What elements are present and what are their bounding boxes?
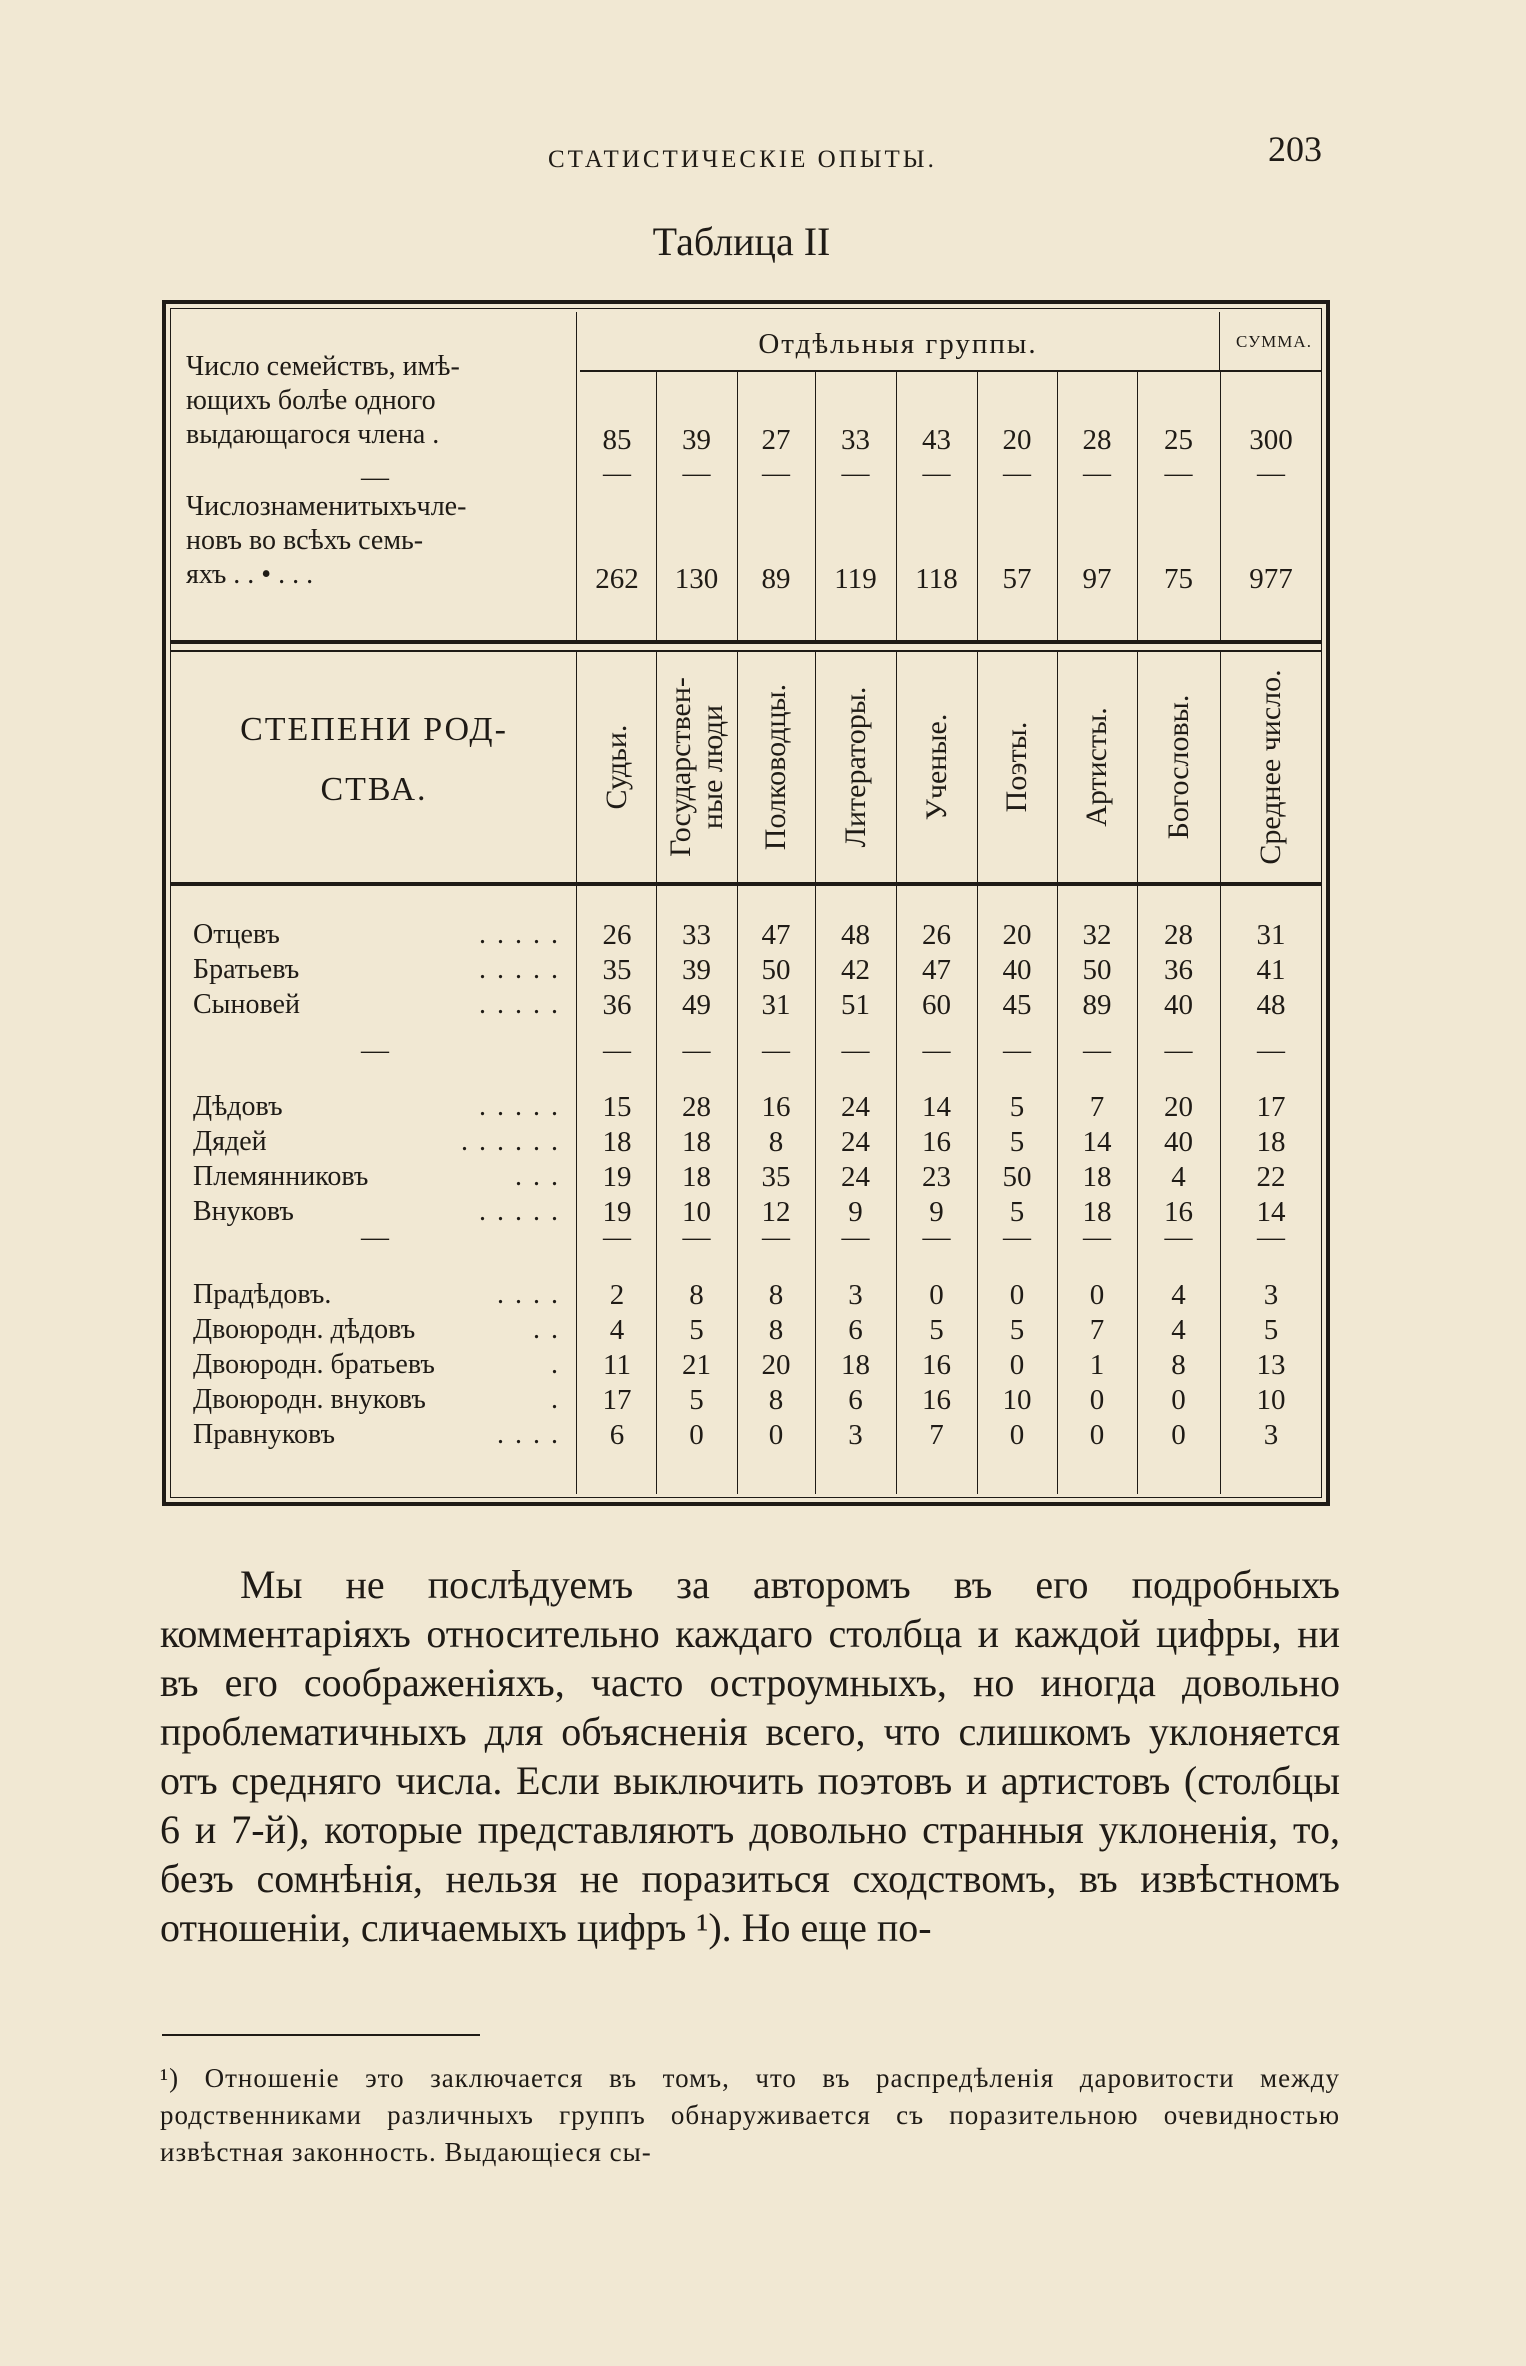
table-cell: 32 (1082, 919, 1112, 951)
table-cell: 0 (768, 1419, 784, 1451)
table-cell: 8 (768, 1126, 784, 1158)
table-cell: 0 (1171, 1384, 1186, 1416)
table-cell: 5 (689, 1384, 704, 1416)
row-label-dots: . . . . . (479, 1196, 560, 1227)
column-header-line: Ученые. (919, 713, 953, 821)
families-count: 300 (1249, 424, 1293, 456)
table-cell: 48 (841, 919, 870, 951)
row-label-dots: . . . . . (479, 1091, 560, 1122)
table-cell: 89 (1082, 989, 1112, 1021)
table-cell: 45 (1002, 989, 1032, 1021)
degree-header-line: СТЕПЕНИ РОД- (240, 711, 508, 748)
row-separator: — (1083, 1035, 1111, 1066)
column-header-line: Среднее число. (1254, 669, 1287, 865)
table-cell: 0 (1171, 1419, 1186, 1451)
row-label: Племянниковъ (193, 1161, 369, 1192)
col-divider (737, 372, 738, 642)
table-cell: 8 (768, 1384, 784, 1416)
row-label-dots: . (551, 1384, 560, 1415)
table-cell: 36 (602, 989, 632, 1021)
table-cell: 26 (922, 919, 951, 951)
table-cell: 2 (609, 1279, 625, 1311)
table-cell: 14 (922, 1091, 951, 1123)
column-header-line: Судьи. (600, 724, 633, 810)
col-divider (1137, 372, 1138, 642)
table-cell: 0 (1089, 1279, 1105, 1311)
col-divider-label (576, 312, 577, 642)
members-count: 130 (674, 563, 719, 595)
footnote: ¹) Отношеніе это заключается въ томъ, что въ распредѣленія даровитости между родственниками различныхъ группъ обнаруживается съ поразительною очевидностью извѣстная законность. Выдающіеся сы- (160, 2063, 1340, 2167)
table-cell: 50 (1002, 1161, 1032, 1193)
table-cell: 18 (1256, 1126, 1286, 1158)
table-cell: 16 (922, 1384, 951, 1416)
column-header-text (919, 713, 953, 821)
families-label-line: выдающагося члена . (186, 419, 440, 450)
row-label-dots: . . . . . (479, 919, 560, 950)
row-label: Правнуковъ (193, 1419, 336, 1450)
column-header (977, 654, 1057, 880)
table-cell: 20 (1002, 919, 1032, 951)
members-count: 262 (595, 563, 639, 595)
row-separator: — (1257, 1222, 1285, 1253)
members-count: 75 (1164, 563, 1193, 595)
row-label-dots: . . . . . (479, 989, 560, 1020)
table-cell: 9 (929, 1196, 944, 1228)
col-divider (977, 372, 978, 642)
body-paragraph (160, 1560, 1340, 1952)
column-header (815, 654, 896, 880)
table-cell: 16 (922, 1349, 951, 1381)
column-header-text (1161, 694, 1195, 840)
table-cell: 6 (848, 1384, 863, 1416)
row-separator: — (841, 1222, 870, 1253)
column-header-line: Литераторы. (838, 686, 872, 848)
label-separator: — (361, 462, 389, 493)
row-label: Дѣдовъ (193, 1091, 283, 1122)
table-cell: 15 (602, 1091, 632, 1123)
table-cell: 47 (922, 954, 951, 986)
table-cell: 24 (841, 1126, 870, 1158)
table-cell: 5 (1009, 1196, 1025, 1228)
row-separator: — (682, 1222, 711, 1253)
table-cell: 21 (682, 1349, 711, 1381)
table-cell: 31 (1256, 919, 1286, 951)
table-cell: 4 (1171, 1161, 1186, 1193)
families-label-line: ющихъ болѣе одного (186, 385, 436, 416)
table-cell: 7 (1089, 1091, 1105, 1123)
count-separator: — (682, 458, 711, 489)
running-head-title: СТАТИСТИЧЕСКІЕ ОПЫТЫ. (548, 146, 937, 173)
count-separator: — (1257, 458, 1285, 489)
column-header (896, 654, 977, 880)
degree-header (184, 700, 564, 820)
column-header-line: Богословы. (1161, 694, 1195, 840)
table-cell: 17 (602, 1384, 632, 1416)
row-separator: — (682, 1035, 711, 1066)
column-header-line: Артисты. (1080, 707, 1113, 827)
table-cell: 1 (1089, 1349, 1105, 1381)
table-cell: 50 (1082, 954, 1112, 986)
row-label: Дядей (193, 1126, 267, 1157)
table-cell: 28 (682, 1091, 711, 1123)
row-separator: — (922, 1222, 951, 1253)
table-cell: 10 (1002, 1384, 1032, 1416)
table-cell: 5 (1009, 1314, 1025, 1346)
col-divider (1220, 372, 1221, 642)
table-cell: 16 (1164, 1196, 1193, 1228)
row-separator: — (361, 1035, 389, 1066)
row-label-dots: . . . . (497, 1279, 560, 1310)
count-separator: — (1164, 458, 1193, 489)
members-count: 118 (915, 563, 958, 595)
table-cell: 0 (1009, 1279, 1025, 1311)
table-cell: 31 (761, 989, 791, 1021)
groups-header: Отдѣльныя группы. (758, 328, 1038, 360)
table-cell: 14 (1082, 1126, 1112, 1158)
row-separator: — (1003, 1222, 1031, 1253)
row-label-dots: . . . . (497, 1419, 560, 1450)
members-count: 89 (761, 563, 791, 595)
row-separator: — (841, 1035, 870, 1066)
table-cell: 5 (1009, 1126, 1025, 1158)
table-cell: 4 (609, 1314, 625, 1346)
column-header (1220, 654, 1322, 880)
members-count: 57 (1002, 563, 1032, 595)
table-cell: 42 (841, 954, 870, 986)
column-header-line: Поэты. (1000, 721, 1033, 813)
table-cell: 8 (768, 1314, 784, 1346)
row-separator: — (1083, 1222, 1111, 1253)
column-header (1057, 654, 1137, 880)
table-cell: 51 (841, 989, 870, 1021)
table-cell: 0 (1009, 1419, 1025, 1451)
table-cell: 18 (1082, 1161, 1112, 1193)
row-label: Двоюродн. дѣдовъ (193, 1314, 416, 1345)
footnote-rule (162, 2034, 480, 2036)
table-cell: 18 (602, 1126, 632, 1158)
table-cell: 6 (609, 1419, 625, 1451)
table-cell: 0 (929, 1279, 944, 1311)
table-cell: 19 (602, 1161, 632, 1193)
col-divider-label-lower (576, 652, 577, 1494)
table-cell: 7 (929, 1419, 944, 1451)
page-number: 203 (1268, 129, 1322, 169)
column-header (578, 654, 656, 880)
table-cell: 47 (761, 919, 791, 951)
row-separator: — (762, 1222, 790, 1253)
families-count: 28 (1082, 424, 1112, 456)
count-separator: — (841, 458, 870, 489)
table-cell: 50 (761, 954, 791, 986)
row-separator: — (361, 1222, 389, 1253)
table-cell: 28 (1164, 919, 1193, 951)
table-cell: 20 (1164, 1091, 1193, 1123)
table-cell: 9 (848, 1196, 863, 1228)
column-header-text (665, 652, 729, 882)
row-separator: — (1003, 1035, 1031, 1066)
table-cell: 8 (1171, 1349, 1186, 1381)
table-cell: 40 (1002, 954, 1032, 986)
body-paragraph-text: Мы не послѣдуемъ за авторомъ въ его подробныхъ комментаріяхъ относительно каждаго столбца и каждой цифры, ни въ его соображеніяхъ, часто остроумныхъ, но иногда довольно проблематичныхъ для объясненія всего, что слишкомъ уклоняется отъ средняго числа. Если выключить поэтовъ и артистовъ (столбцы 6 и 7-й), которые представляютъ довольно странныя уклоненія, то, безъ сомнѣнія, нельзя не поразиться сходствомъ, въ извѣстномъ отношеніи, сличаемыхъ цифръ ¹). Но еще по- (160, 1562, 1340, 1950)
table-cell: 18 (682, 1161, 711, 1193)
table-cell: 18 (682, 1126, 711, 1158)
row-label: Братьевъ (193, 954, 300, 985)
column-header (1137, 654, 1220, 880)
table-cell: 5 (689, 1314, 704, 1346)
table-cell: 10 (1256, 1384, 1286, 1416)
table-cell: 13 (1256, 1349, 1286, 1381)
column-header-text (602, 725, 632, 810)
row-label: Сыновей (193, 989, 300, 1020)
table-cell: 48 (1256, 989, 1286, 1021)
col-divider (815, 372, 816, 642)
row-label-dots: . . . . . (479, 954, 560, 985)
table-title: Таблица II (652, 219, 831, 264)
table-cell: 3 (848, 1279, 863, 1311)
row-separator: — (603, 1035, 631, 1066)
members-count: 119 (834, 563, 877, 595)
count-separator: — (922, 458, 951, 489)
row-label: Двоюродн. братьевъ (193, 1349, 435, 1380)
table-cell: 16 (761, 1091, 791, 1123)
table-cell: 40 (1164, 1126, 1193, 1158)
members-count: 977 (1249, 563, 1293, 595)
rule-groups (580, 370, 1322, 372)
table-cell: 3 (848, 1419, 863, 1451)
table-cell: 40 (1164, 989, 1193, 1021)
row-label: Отцевъ (193, 919, 280, 950)
table-cell: 33 (682, 919, 711, 951)
table-cell: 6 (848, 1314, 863, 1346)
table-cell: 60 (922, 989, 951, 1021)
table-cell: 7 (1089, 1314, 1105, 1346)
table-cell: 3 (1263, 1279, 1279, 1311)
table-cell: 8 (768, 1279, 784, 1311)
table-cell: 0 (1089, 1419, 1105, 1451)
table-cell: 16 (922, 1126, 951, 1158)
column-header-text (838, 686, 872, 848)
table-cell: 5 (1009, 1091, 1025, 1123)
table-cell: 8 (689, 1279, 704, 1311)
table-cell: 10 (682, 1196, 711, 1228)
families-label-line: Число семействъ, имѣ- (186, 351, 460, 382)
table-cell: 49 (682, 989, 711, 1021)
members-label-line: яхъ . . • . . . (186, 559, 314, 590)
col-divider (896, 372, 897, 642)
row-separator: — (603, 1222, 631, 1253)
families-count: 20 (1002, 424, 1032, 456)
table-cell: 41 (1256, 954, 1286, 986)
table-cell: 18 (841, 1349, 870, 1381)
table-cell: 14 (1256, 1196, 1286, 1228)
row-separator: — (922, 1035, 951, 1066)
rule-header-top-2 (170, 650, 1322, 652)
row-separator: — (1164, 1035, 1193, 1066)
families-count: 85 (602, 424, 632, 456)
table-cell: 36 (1164, 954, 1193, 986)
row-label: Прадѣдовъ. (193, 1279, 332, 1310)
table-cell: 12 (761, 1196, 791, 1228)
column-header (656, 654, 737, 880)
column-header-text (1002, 722, 1032, 813)
column-header-text (1256, 669, 1286, 864)
col-divider (1057, 372, 1058, 642)
table-cell: 11 (603, 1349, 631, 1381)
members-label-line: Числознаменитыхъчле- (186, 491, 467, 522)
table-cell: 24 (841, 1091, 870, 1123)
families-count: 27 (761, 424, 791, 456)
column-header-line: ные люди (695, 704, 729, 830)
table-cell: 35 (602, 954, 632, 986)
table-cell: 20 (761, 1349, 791, 1381)
summa-header: СУММА. (1236, 332, 1312, 351)
count-separator: — (1003, 458, 1031, 489)
table-cell: 3 (1263, 1419, 1279, 1451)
table-cell: 39 (682, 954, 711, 986)
table-cell: 17 (1256, 1091, 1286, 1123)
table-cell: 18 (1082, 1196, 1112, 1228)
count-separator: — (762, 458, 790, 489)
column-header-line: Полководцы. (759, 683, 792, 851)
families-count: 43 (922, 424, 951, 456)
table-cell: 24 (841, 1161, 870, 1193)
families-count: 39 (682, 424, 711, 456)
row-label: Двоюродн. внуковъ (193, 1384, 426, 1415)
table-cell: 0 (1089, 1384, 1105, 1416)
row-separator: — (1164, 1222, 1193, 1253)
families-count: 25 (1164, 424, 1193, 456)
table-cell: 4 (1171, 1279, 1186, 1311)
col-divider (656, 372, 657, 642)
row-label-dots: . . (533, 1314, 560, 1345)
rule-header-bottom (170, 882, 1322, 886)
column-header-text (1082, 707, 1112, 827)
members-label-line: новъ во всѣхъ семь- (186, 525, 424, 556)
families-count: 33 (841, 424, 870, 456)
column-header (737, 654, 815, 880)
row-label-dots: . . . . . . (461, 1126, 560, 1157)
row-label: Внуковъ (193, 1196, 294, 1227)
row-label-dots: . . . (515, 1161, 560, 1192)
table-cell: 0 (1009, 1349, 1025, 1381)
row-label-dots: . (551, 1349, 560, 1380)
running-head (0, 128, 1526, 178)
table-cell: 5 (1263, 1314, 1279, 1346)
count-separator: — (603, 458, 631, 489)
rule-header-top (170, 640, 1322, 644)
table-cell: 5 (929, 1314, 944, 1346)
table-cell: 22 (1256, 1161, 1286, 1193)
table-cell: 19 (602, 1196, 632, 1228)
table-cell: 23 (922, 1161, 951, 1193)
column-header-line: Государствен- (663, 677, 697, 857)
table-cell: 26 (602, 919, 632, 951)
members-count: 97 (1082, 563, 1112, 595)
column-header-text (761, 684, 791, 850)
count-separator: — (1083, 458, 1111, 489)
row-separator: — (1257, 1035, 1285, 1066)
row-separator: — (762, 1035, 790, 1066)
table-cell: 35 (761, 1161, 791, 1193)
table-cell: 4 (1171, 1314, 1186, 1346)
degree-header-line: СТВА. (320, 771, 428, 808)
table-cell: 0 (689, 1419, 704, 1451)
